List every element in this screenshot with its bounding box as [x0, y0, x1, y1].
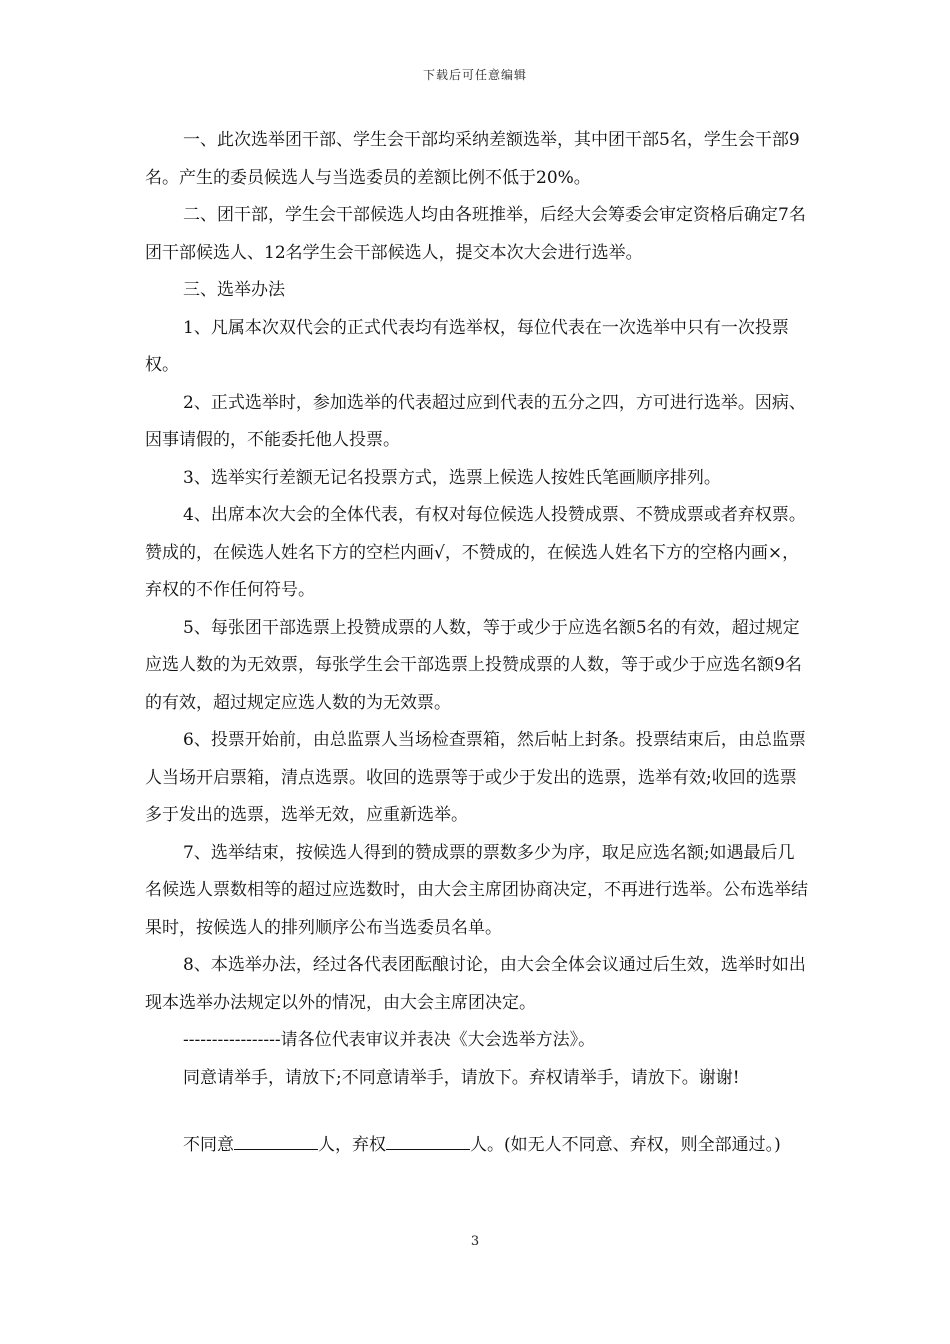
- spacer: [145, 1097, 810, 1127]
- tally-text: 不同意: [183, 1135, 234, 1155]
- section-heading: 三、选举办法: [183, 280, 285, 300]
- tally-text: 人。(如无人不同意、弃权，则全部通过。): [470, 1135, 781, 1155]
- page-header: 下载后可任意编辑: [422, 68, 527, 82]
- page-number: 3: [470, 1234, 480, 1249]
- blank-line: [386, 1130, 470, 1150]
- blank-line: [234, 1130, 318, 1150]
- paragraph: 4、出席本次大会的全体代表，有权对每位候选人投赞成票、不赞成票或者弃权票。赞成的，在候选人姓名下方的空栏内画√，不赞成的，在候选人姓名下方的空格内画×，弃权的不作任何符号。: [145, 505, 806, 600]
- paragraph: 8、本选举办法，经过各代表团酝酿讨论，由大会全体会议通过后生效，选举时如出现本选举办法规定以外的情况，由大会主席团决定。: [145, 955, 806, 1013]
- paragraph: 2、正式选举时，参加选举的代表超过应到代表的五分之四，方可进行选举。因病、因事请假的，不能委托他人投票。: [145, 392, 806, 450]
- paragraph: 3、选举实行差额无记名投票方式，选票上候选人按姓氏笔画顺序排列。: [183, 467, 721, 488]
- tally-line: [145, 1127, 810, 1165]
- paragraph: 一、此次选举团干部、学生会干部均采纳差额选举，其中团干部5名，学生会干部9名。产生的委员候选人与当选委员的差额比例不低于20%。: [145, 130, 800, 188]
- paragraph: 6、投票开始前，由总监票人当场检查票箱，然后帖上封条。投票结束后，由总监票人当场开启票箱，清点选票。收回的选票等于或少于发出的选票，选举有效;收回的选票多于发出的选票，选举无效，应重新选举。: [145, 730, 806, 825]
- tally-text: 人，弃权: [318, 1135, 386, 1155]
- paragraph: 二、团干部，学生会干部候选人均由各班推举，后经大会筹委会审定资格后确定7名团干部候选人、12名学生会干部候选人，提交本次大会进行选举。: [145, 205, 806, 263]
- document-body: [145, 122, 810, 1165]
- paragraph: 1、凡属本次双代会的正式代表均有选举权，每位代表在一次选举中只有一次投票权。: [145, 317, 789, 375]
- paragraph: 同意请举手，请放下;不同意请举手，请放下。弃权请举手，请放下。谢谢!: [183, 1067, 740, 1088]
- paragraph: 7、选举结束，按候选人得到的赞成票的票数多少为序，取足应选名额;如遇最后几名候选人票数相等的超过应选数时，由大会主席团协商决定，不再进行选举。公布选举结果时，按候选人的排列顺序公布当选委员名单。: [145, 842, 808, 938]
- paragraph: -----------------请各位代表审议并表决《大会选举方法》。: [183, 1030, 596, 1050]
- paragraph: 5、每张团干部选票上投赞成票的人数，等于或少于应选名额5名的有效，超过规定应选人数的为无效票，每张学生会干部选票上投赞成票的人数，等于或少于应选名额9名的有效，超过规定应选人数的为无效票。: [145, 617, 802, 713]
